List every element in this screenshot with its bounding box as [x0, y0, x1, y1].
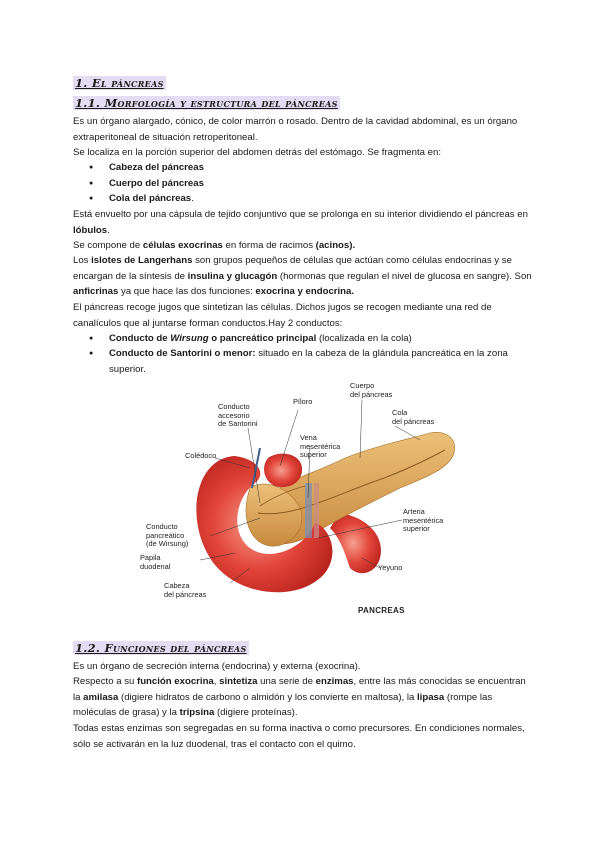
label-papila: Papila duodenal	[140, 553, 171, 571]
label-cuerpo: Cuerpo del páncreas	[350, 381, 393, 399]
subsection-title-funciones: 1.2. Funciones del páncreas	[75, 641, 247, 655]
label-vena: Vena mesentérica superior	[300, 433, 341, 460]
section-title: 1. El páncreas	[75, 76, 164, 90]
label-coledoco: Colédoco	[185, 451, 217, 460]
label-arteria: Arteria mesentérica superior	[403, 507, 444, 534]
label-yeyuno: Yeyuno	[378, 563, 403, 572]
label-cola: Cola del páncreas	[392, 408, 435, 426]
paragraph-intro: Es un órgano alargado, cónico, de color marrón o rosado. Dentro de la cavidad abdominal, es un órgano extraperitoneal de situación retroperitoneal.	[73, 116, 518, 143]
pancreas-figure	[140, 378, 470, 618]
label-piloro: Píloro	[293, 397, 313, 406]
paragraph-enzymes: Todas estas enzimas son segregadas en su forma inactiva o como precursores. En condiciones normales, sólo se activarán en la luz duodenal, tras el contacto con el quimo.	[73, 723, 525, 750]
paragraph-langerhans: Los islotes de Langerhans son grupos pequeños de células que actúan como células endocrinas y se encargan de la síntesis de insulina y glucagón (hormonas que regulan el nivel de glucosa en sangre). Son anficrinas ya que hace las dos funciones: exocrina y endocrina.	[73, 255, 532, 298]
paragraph-cells: Se compone de células exocrinas en forma de racimos (acinos).	[73, 240, 356, 251]
figure-title: PANCREAS	[358, 606, 405, 615]
document-page: 1. El páncreas 1.1. Morfología y estructura del páncreas Es un órgano alargado, cónico, de color marrón o rosado. Dentro de la cavidad abdominal, es un órgano extraperitoneal de situación retroperitoneal. Se localiza en la porción superior del abdomen detrás del estómago. Se fragmenta en: Cabeza del páncreas Cuerpo del páncreas Cola del páncreas. Está envuelto por una cápsula de tejido conjuntivo que se prolonga en su interior dividiendo el páncreas en lóbulos. Se compone de células exocrinas en forma de racimos (acinos). Los islotes de Langerhans son grupos pequeños de células que actúan como células endocrinas y se encargan de la síntesis de insulina y glucagón (hormonas que regulan el nivel de glucosa en sangre). Son anficrinas ya que hace las dos funciones: exocrina y endocrina. El páncreas recoge jugos que sintetizan las células. Dichos jugos se recogen mediante una red de canalículos que al juntarse forman conductos.Hay 2 conductos: Conducto de Wirsung o pancreático principal (localizada en la cola) Conducto de Santorini o menor: situado en la cabeza de la glándula pancreática en la zona superior. Conducto accesorio de Santorini Píloro Cuerpo del páncreas Cola del páncreas Colédoco Vena mesentérica superior Arteria mesentérica superior Conducto pancreático (de Wirsung) Papila duodenal Yeyuno Cabeza del páncreas PANCREAS 1.2. Funciones del páncreas Es un órgano de secreción interna (endocrina) y externa (exocrina). Respecto a su función exocrina, sintetiza una serie de enzimas, entre las más conocidas se encuentran la amilasa (digiere hidratos de carbono o almidón y los convierte en maltosa), la lipasa (rompe las moléculas de grasa) y la tripsina (digiere proteínas). Todas estas enzimas son segregadas en su forma inactiva o como precursores. En condiciones normales, sólo se activarán en la luz duodenal, tras el contacto con el quimo.	[0, 0, 600, 848]
subsection-title-morfologia: 1.1. Morfología y estructura del páncreas	[75, 96, 338, 110]
paragraph-secretion: Es un órgano de secreción interna (endocrina) y externa (exocrina).	[73, 661, 361, 672]
pylorus-shape	[264, 454, 302, 487]
label-cabeza: Cabeza del páncreas	[164, 581, 207, 599]
label-santorini: Conducto accesorio de Santorini	[218, 402, 258, 429]
paragraph-capsule: Está envuelto por una cápsula de tejido conjuntivo que se prolonga en su interior dividiendo el páncreas en lóbulos.	[73, 209, 528, 236]
paragraph-location: Se localiza en la porción superior del abdomen detrás del estómago. Se fragmenta en:	[73, 147, 441, 158]
mesenteric-artery-shape	[314, 483, 319, 538]
label-wirsung: Conducto pancreático (de Wirsung)	[146, 522, 189, 549]
paragraph-exocrine: Respecto a su función exocrina, sintetiza una serie de enzimas, entre las más conocidas se encuentran la amilasa (digiere hidratos de carbono o almidón y los convierte en maltosa), la lipasa (rompe las moléculas de grasa) y la tripsina (digiere proteínas).	[73, 676, 526, 719]
paragraph-ducts: El páncreas recoge jugos que sintetizan las células. Dichos jugos se recogen mediante una red de canalículos que al juntarse forman conductos.Hay 2 conductos:	[73, 302, 492, 329]
